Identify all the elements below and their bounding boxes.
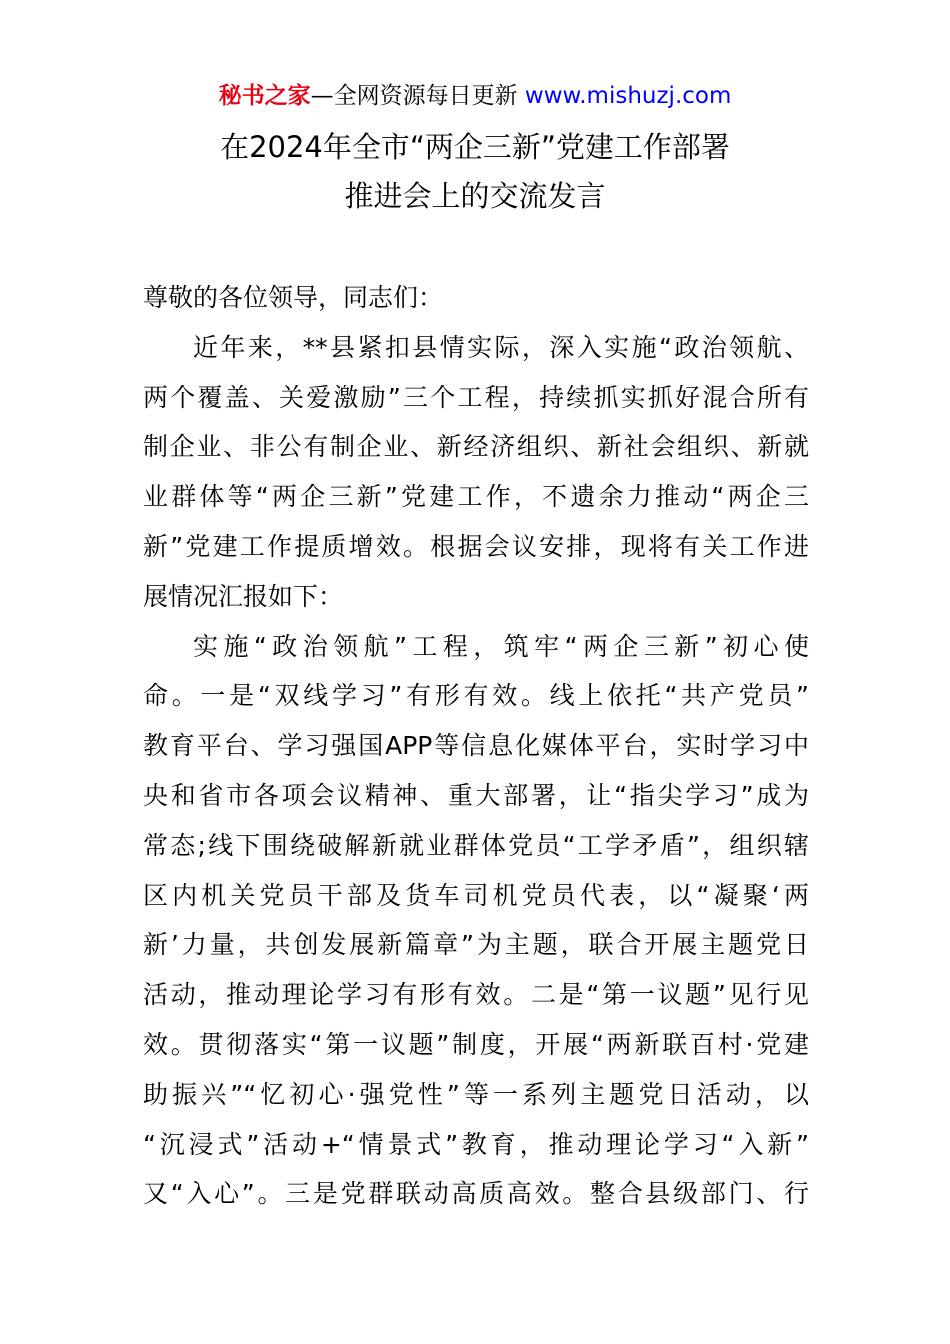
text-line: 央和省市各项会议精神、重大部署，让“指尖学习”成为: [143, 780, 809, 810]
text-line: 展情况汇报如下：: [143, 581, 344, 611]
text-line: 教育平台、学习强国APP等信息化媒体平台，实时学习中: [143, 731, 809, 761]
salutation: 尊敬的各位领导，同志们：: [143, 283, 444, 312]
text-line: “沉浸式”活动+“情景式”教育，推动理论学习“入新”: [143, 1129, 809, 1159]
text-line: 制企业、非公有制企业、新经济组织、新社会组织、新就: [143, 432, 809, 462]
text-line: 近年来，**县紧扣县情实际，深入实施“政治领航、: [193, 332, 809, 362]
site-brand: 秘书之家: [218, 83, 311, 109]
text-line: 区内机关党员干部及货车司机党员代表，以“凝聚‘两: [143, 880, 809, 910]
document-body: [143, 273, 809, 1219]
text-line: 两个覆盖、关爱激励”三个工程，持续抓实抓好混合所有: [143, 382, 809, 412]
text-line: 命。一是“双线学习”有形有效。线上依托“共产党员”: [143, 681, 809, 711]
document-title-line-2: 推进会上的交流发言: [344, 179, 606, 213]
text-line: 新’力量，共创发展新篇章”为主题，联合开展主题党日: [143, 930, 809, 960]
text-line: 业群体等“两企三新”党建工作，不遗余力推动“两企三: [143, 482, 809, 512]
text-line: 助振兴”“忆初心·强党性”等一系列主题党日活动，以: [143, 1079, 809, 1109]
text-line: 新”党建工作提质增效。根据会议安排，现将有关工作进: [143, 531, 809, 561]
site-url[interactable]: www.mishuzj.com: [524, 83, 732, 109]
text-line: 又“入心”。三是党群联动高质高效。整合县级部门、行: [143, 1179, 809, 1209]
site-header: [0, 80, 950, 112]
text-line: 活动，推动理论学习有形有效。二是“第一议题”见行见: [143, 980, 809, 1010]
site-tagline: —全网资源每日更新: [310, 83, 518, 109]
document-title-line-1: 在2024年全市“两企三新”党建工作部署: [220, 130, 730, 164]
text-line: 实施“政治领航”工程，筑牢“两企三新”初心使: [193, 631, 809, 661]
text-line: 常态;线下围绕破解新就业群体党员“工学矛盾”，组织辖: [143, 830, 809, 860]
text-line: 效。贯彻落实“第一议题”制度，开展“两新联百村·党建: [143, 1029, 809, 1059]
